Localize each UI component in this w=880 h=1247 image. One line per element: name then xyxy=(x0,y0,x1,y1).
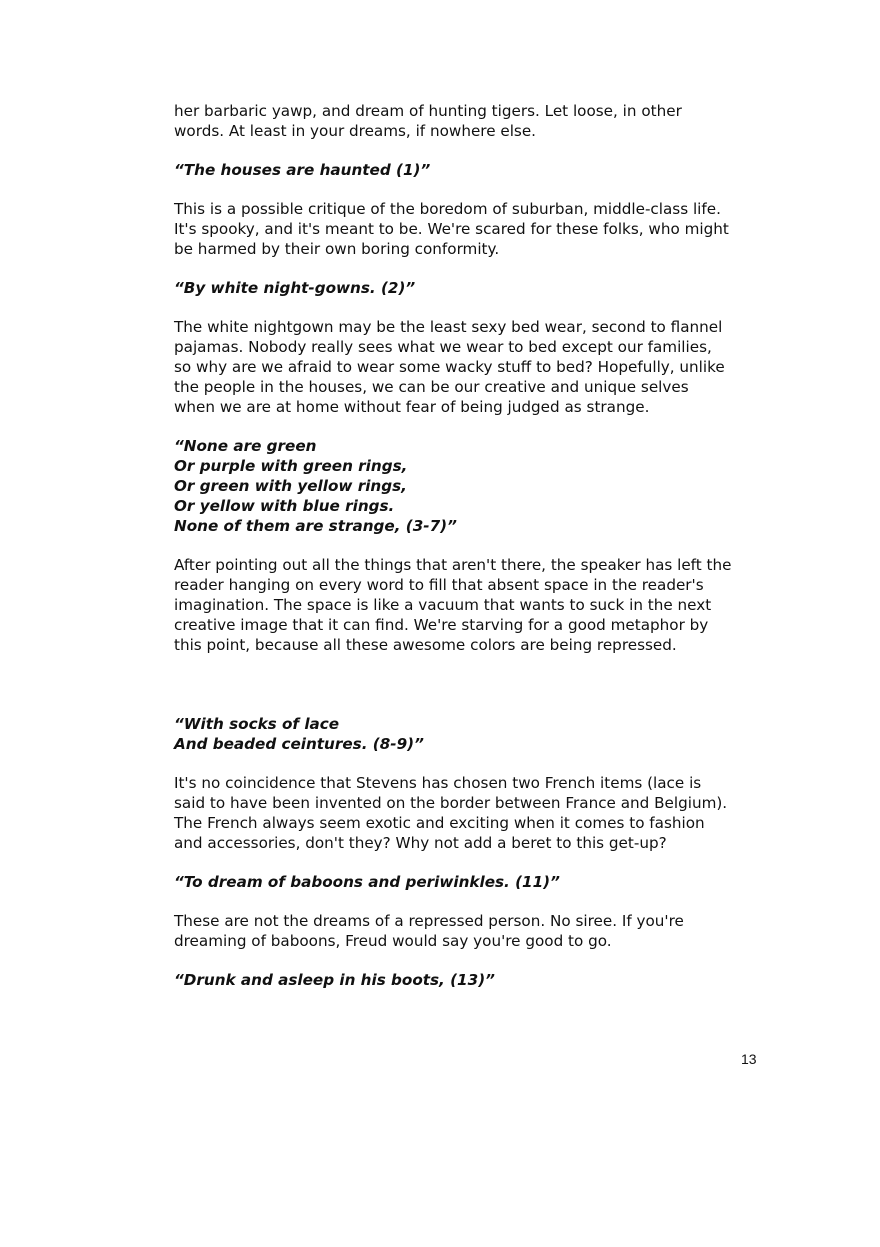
text-line: The white nightgown may be the least sexy bed wear, second to flannel xyxy=(174,318,723,336)
text-line: be harmed by their own boring conformity. xyxy=(174,240,500,258)
text-line: pajamas. Nobody really sees what we wear to bed except our families, xyxy=(174,338,712,356)
commentary-paragraph xyxy=(174,773,774,853)
quote-line: “The houses are haunted (1)” xyxy=(174,161,431,179)
text-line: These are not the dreams of a repressed person. No siree. If you're xyxy=(174,912,684,930)
quote-line: Or purple with green rings, xyxy=(174,457,408,475)
intro-paragraph xyxy=(174,101,774,141)
text-line: so why are we afraid to wear some wacky stuff to bed? Hopefully, unlike xyxy=(174,358,725,376)
quote-line: Or yellow with blue rings. xyxy=(174,497,395,515)
text-line: said to have been invented on the border between France and Belgium). xyxy=(174,794,728,812)
text-line: dreaming of baboons, Freud would say you're good to go. xyxy=(174,932,612,950)
poem-quote xyxy=(174,872,774,892)
quote-line: None of them are strange, (3-7)” xyxy=(174,517,457,535)
text-line: the people in the houses, we can be our creative and unique selves xyxy=(174,378,689,396)
quote-line: “To dream of baboons and periwinkles. (11)” xyxy=(174,873,560,891)
text-line: and accessories, don't they? Why not add a beret to this get-up? xyxy=(174,834,667,852)
poem-quote xyxy=(174,436,774,536)
text-line: It's spooky, and it's meant to be. We're scared for these folks, who might xyxy=(174,220,729,238)
quote-line: “None are green xyxy=(174,437,317,455)
text-line: when we are at home without fear of being judged as strange. xyxy=(174,398,650,416)
poem-quote xyxy=(174,714,774,754)
text-line: After pointing out all the things that aren't there, the speaker has left the xyxy=(174,556,732,574)
quote-line: “With socks of lace xyxy=(174,715,340,733)
quote-line: “Drunk and asleep in his boots, (13)” xyxy=(174,971,495,989)
text-line: The French always seem exotic and exciting when it comes to fashion xyxy=(174,814,705,832)
commentary-paragraph xyxy=(174,911,774,951)
quote-line: Or green with yellow rings, xyxy=(174,477,407,495)
text-line: reader hanging on every word to fill that absent space in the reader's xyxy=(174,576,704,594)
commentary-paragraph xyxy=(174,317,774,417)
document-page-content xyxy=(174,101,774,990)
text-line: this point, because all these awesome colors are being repressed. xyxy=(174,636,677,654)
text-line: It's no coincidence that Stevens has chosen two French items (lace is xyxy=(174,774,702,792)
quote-line: “By white night-gowns. (2)” xyxy=(174,279,416,297)
commentary-paragraph xyxy=(174,199,774,259)
text-line: imagination. The space is like a vacuum that wants to suck in the next xyxy=(174,596,712,614)
page-number: 13 xyxy=(741,1051,757,1067)
poem-quote xyxy=(174,970,774,990)
text-line: This is a possible critique of the boredom of suburban, middle-class life. xyxy=(174,200,721,218)
commentary-paragraph xyxy=(174,555,774,655)
poem-quote xyxy=(174,160,774,180)
text-line: her barbaric yawp, and dream of hunting tigers. Let loose, in other xyxy=(174,102,682,120)
text-line: words. At least in your dreams, if nowhere else. xyxy=(174,122,537,140)
quote-line: And beaded ceintures. (8-9)” xyxy=(174,735,424,753)
text-line: creative image that it can find. We're starving for a good metaphor by xyxy=(174,616,709,634)
poem-quote xyxy=(174,278,774,298)
